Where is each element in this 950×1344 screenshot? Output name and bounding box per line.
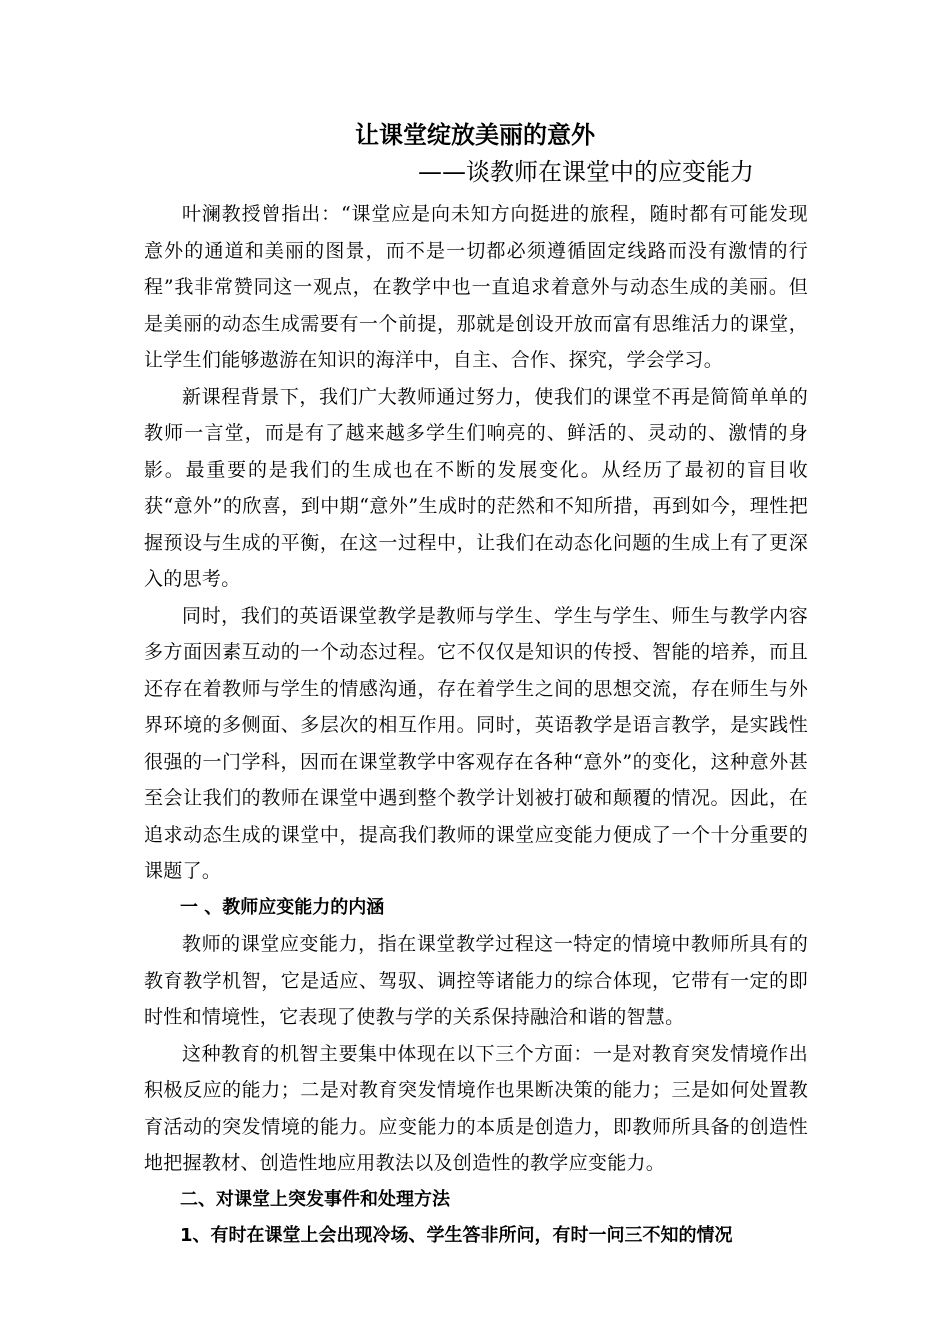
paragraph-intro: 叶澜教授曾指出：“课堂应是向未知方向挺进的旅程，随时都有可能发现意外的通道和美丽的图景，而不是一切都必须遵循固定线路而没有激情的行程”我非常赞同这一观点，在教学中也一直追求着意外与动态生成的美丽。但是美丽的动态生成需要有一个前提，那就是创设开放而富有思维活力的课堂，让学生们能够遨游在知识的海洋中，自主、合作、探究，学会学习。 — [144, 203, 808, 371]
document-subtitle: ——谈教师在课堂中的应变能力 — [418, 158, 754, 186]
document-body — [144, 196, 808, 1255]
subsection-heading-1: 1、有时在课堂上会出现冷场、学生答非所问，有时一问三不知的情况 — [180, 1225, 733, 1246]
section-heading-1: 一 、教师应变能力的内涵 — [180, 896, 385, 918]
document-title: 让课堂绽放美丽的意外 — [355, 121, 595, 149]
paragraph-background: 新课程背景下，我们广大教师通过努力，使我们的课堂不再是简简单单的教师一言堂，而是有了越来越多学生们响亮的、鲜活的、灵动的、激情的身影。最重要的是我们的生成也在不断的发展变化。从经历了最初的盲目收获“意外”的欣喜，到中期“意外”生成时的茫然和不知所措，再到如今，理性把握预设与生成的平衡，在这一过程中，让我们在动态化问题的生成上有了更深入的思考。 — [144, 385, 808, 590]
paragraph-three-aspects: 这种教育的机智主要集中体现在以下三个方面：一是对教育突发情境作出积极反应的能力；二是对教育突发情境作也果断决策的能力；三是如何处置教育活动的突发情境的能力。应变能力的本质是创造力，即教师所具备的创造性地把握教材、创造性地应用教法以及创造性的教学应变能力。 — [144, 1042, 808, 1174]
paragraph-definition: 教师的课堂应变能力，指在课堂教学过程这一特定的情境中教师所具有的教育教学机智，它是适应、驾驭、调控等诸能力的综合体现，它带有一定的即时性和情境性，它表现了使教与学的关系保持融洽和谐的智慧。 — [144, 933, 808, 1028]
section-heading-2: 二、对课堂上突发事件和处理方法 — [180, 1188, 450, 1210]
paragraph-english-teaching: 同时，我们的英语课堂教学是教师与学生、学生与学生、师生与教学内容多方面因素互动的一个动态过程。它不仅仅是知识的传授、智能的培养，而且还存在着教师与学生的情感沟通，存在着学生之间的思想交流，存在师生与外界环境的多侧面、多层次的相互作用。同时，英语教学是语言教学，是实践性很强的一门学科，因而在课堂教学中客观存在各种“意外”的变化，这种意外甚至会让我们的教师在课堂中遇到整个教学计划被打破和颠覆的情况。因此，在追求动态生成的课堂中，提高我们教师的课堂应变能力便成了一个十分重要的课题了。 — [144, 604, 808, 882]
